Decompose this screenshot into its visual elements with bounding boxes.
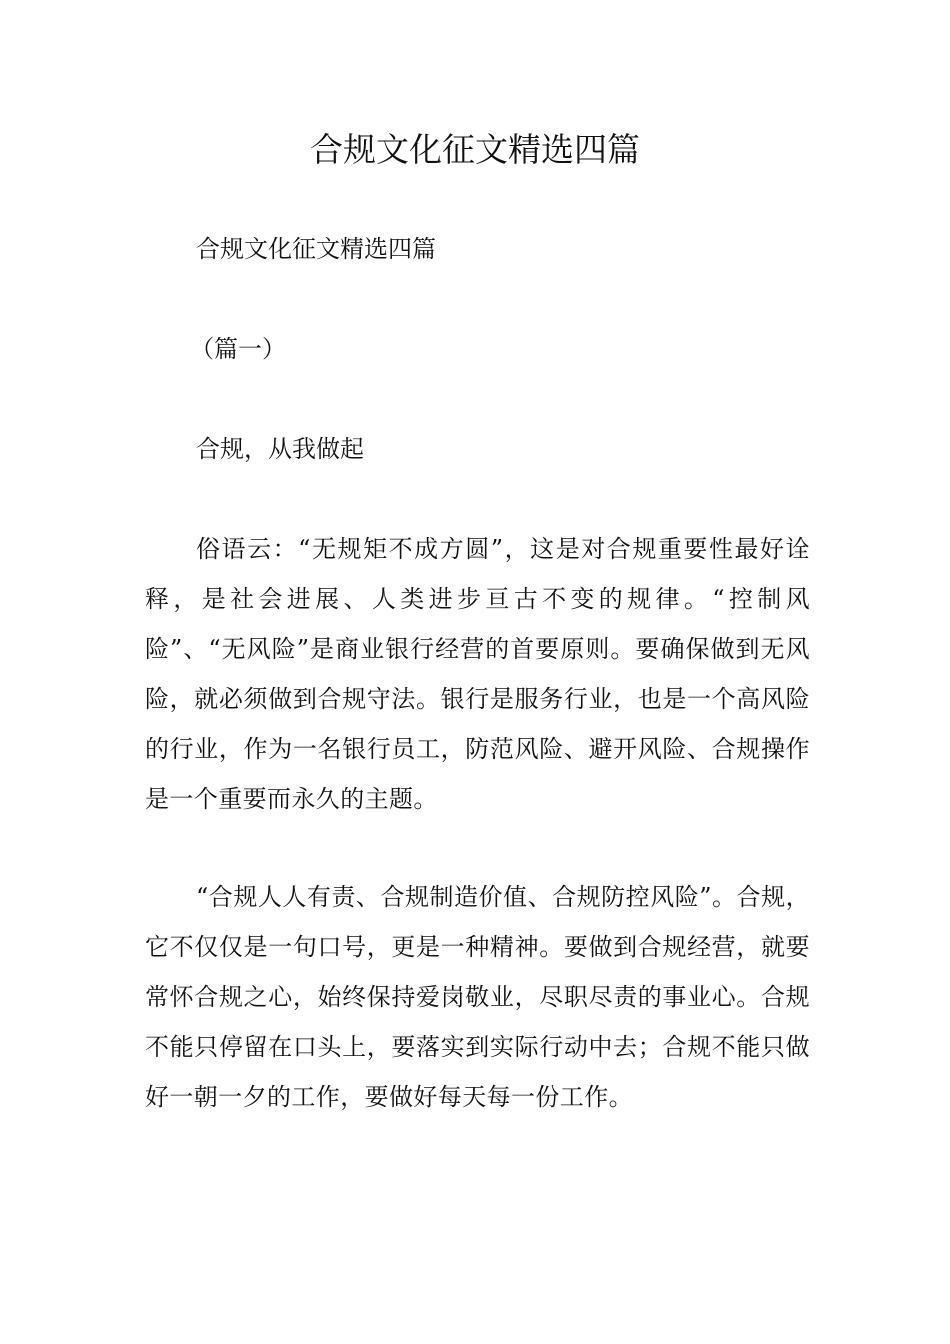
document-title: 合规文化征文精选四篇 (310, 130, 640, 169)
section-label: （篇一） (190, 335, 286, 363)
document-subtitle: 合规文化征文精选四篇 (196, 235, 436, 263)
essay-title: 合规，从我做起 (196, 435, 364, 463)
body-paragraph-2: “合规人人有责、合规制造价值、合规防控风险”。合规，它不仅仅是一句口号，更是一种精神。要做到合规经营，就要常怀合规之心，始终保持爱岗敬业，尽职尽责的事业心。合规不能只停留在口头上，要落实到实际行动中去；合规不能只做好一朝一夕的工作，要做好每天每一份工作。 (145, 883, 810, 1111)
body-paragraph-1: 俗语云：“无规矩不成方圆”，这是对合规重要性最好诠释，是社会进展、人类进步亘古不变的规律。“控制风险”、“无风险”是商业银行经营的首要原则。要确保做到无风险，就必须做到合规守法。银行是服务行业，也是一个高风险的行业，作为一名银行员工，防范风险、避开风险、合规操作是一个重要而永久的主题。 (145, 535, 810, 813)
